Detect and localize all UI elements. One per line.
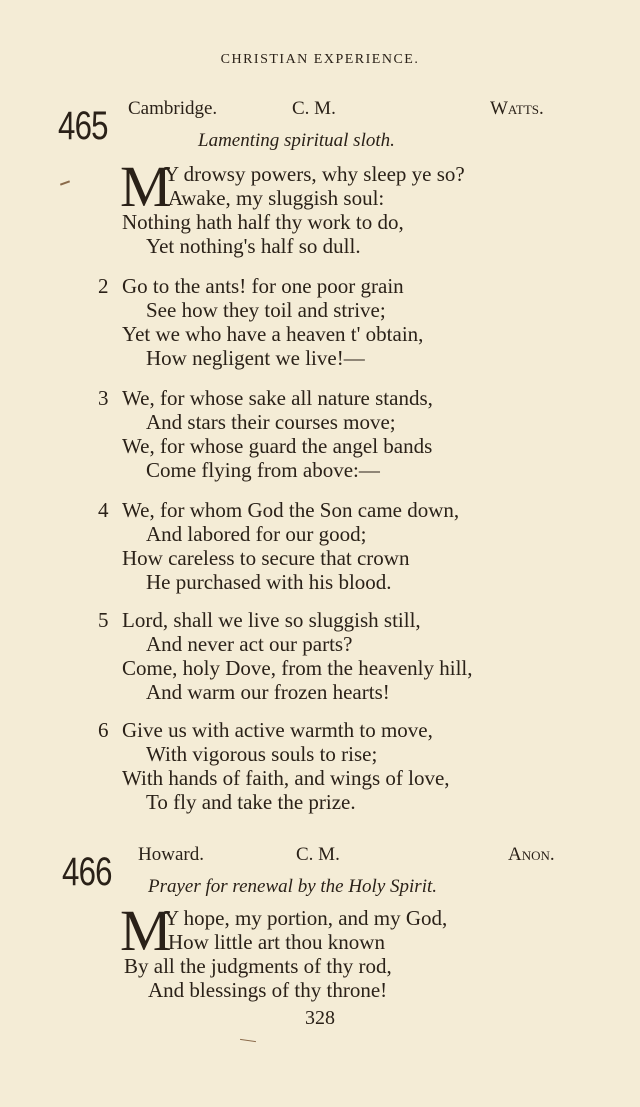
verse-line: And warm our frozen hearts!	[146, 680, 390, 704]
verse-line: We, for whom God the Son came down,	[122, 498, 460, 522]
hymn-number: 466	[62, 850, 112, 894]
verse-line: And blessings of thy throne!	[148, 978, 388, 1002]
verse-line: We, for whose sake all nature stands,	[122, 386, 433, 410]
verse-line: By all the judgments of thy rod,	[124, 954, 392, 978]
verse-line: Give us with active warmth to move,	[122, 718, 433, 742]
tune-name: Cambridge.	[128, 98, 218, 119]
ink-mark	[240, 1039, 256, 1042]
verse-line: How little art thou known	[168, 930, 385, 954]
verse-line: Come flying from above:—	[146, 458, 380, 482]
ink-mark	[60, 180, 70, 185]
verse-line: Y drowsy powers, why sleep ye so?	[164, 162, 465, 186]
verse-line: Nothing hath half thy work to do,	[122, 210, 404, 234]
verse-number: 3	[98, 386, 109, 410]
hymn-subtitle: Prayer for renewal by the Holy Spirit.	[148, 876, 437, 897]
verse-number: 4	[98, 498, 109, 522]
verse-line: See how they toil and strive;	[146, 298, 386, 322]
tune-name: Howard.	[138, 844, 204, 865]
verse-line: And labored for our good;	[146, 522, 367, 546]
meter: C. M.	[292, 98, 336, 119]
verse-line: Awake, my sluggish soul:	[168, 186, 385, 210]
verse-number: 5	[98, 608, 109, 632]
verse-line: He purchased with his blood.	[146, 570, 392, 594]
verse-line: To fly and take the prize.	[146, 790, 356, 814]
verse-line: Y hope, my portion, and my God,	[164, 906, 448, 930]
verse-line: Lord, shall we live so sluggish still,	[122, 608, 421, 632]
verse-line: How negligent we live!—	[146, 346, 365, 370]
author: Watts.	[490, 98, 544, 119]
verse-line: We, for whose guard the angel bands	[122, 434, 433, 458]
verse-line: With hands of faith, and wings of love,	[122, 766, 450, 790]
verse-number: 2	[98, 274, 109, 298]
verse-line: Come, holy Dove, from the heavenly hill,	[122, 656, 473, 680]
running-head: CHRISTIAN EXPERIENCE.	[220, 52, 420, 67]
meter: C. M.	[296, 844, 340, 865]
drop-cap: M	[120, 154, 172, 219]
verse-number: 6	[98, 718, 109, 742]
drop-cap: M	[120, 898, 172, 963]
verse-line: Go to the ants! for one poor grain	[122, 274, 404, 298]
verse-line: And never act our parts?	[146, 632, 353, 656]
verse-line: With vigorous souls to rise;	[146, 742, 378, 766]
author: Anon.	[508, 844, 555, 865]
verse-line: And stars their courses move;	[146, 410, 396, 434]
page-number: 328	[305, 1007, 335, 1029]
verse-line: Yet nothing's half so dull.	[146, 234, 361, 258]
verse-line: Yet we who have a heaven t' obtain,	[122, 322, 424, 346]
hymn-subtitle: Lamenting spiritual sloth.	[198, 130, 395, 151]
hymn-number: 465	[58, 104, 108, 148]
verse-line: How careless to secure that crown	[122, 546, 410, 570]
